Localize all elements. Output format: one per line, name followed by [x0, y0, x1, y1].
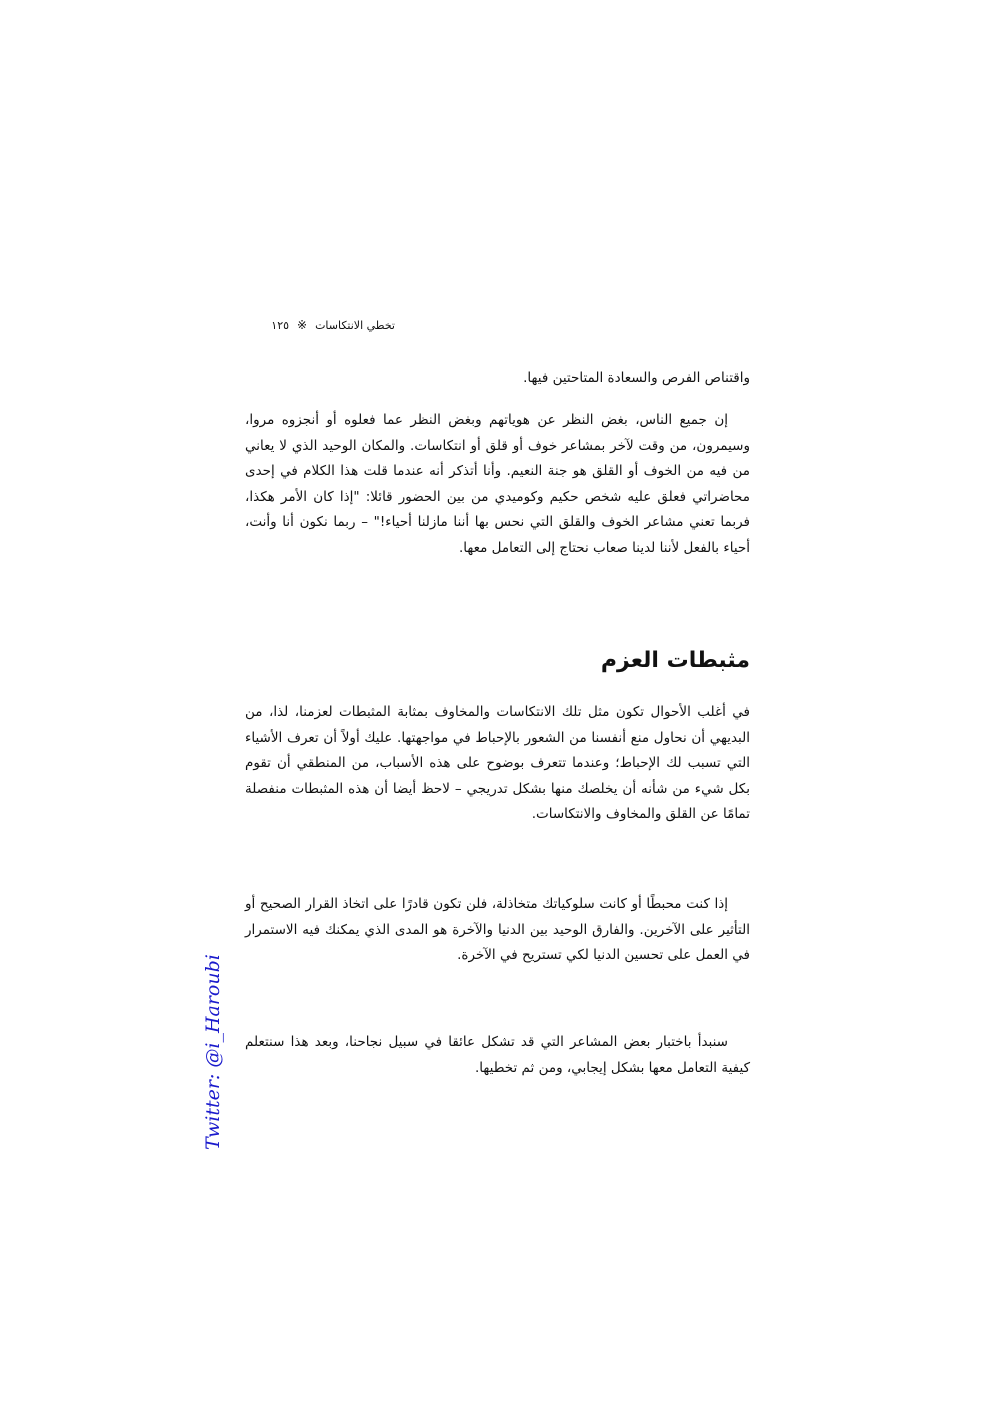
ornament-icon: ※: [297, 318, 308, 332]
previous-paragraph-ending: [245, 366, 750, 392]
paragraph-1-text: إن جميع الناس، بغض النظر عن هوياتهم وبغض النظر عما فعلوه أو أنجزوه مروا، وسيمرون، من وقت لآخر بمشاعر خوف أو قلق أو انتكاسات. والمكان الوحيد الذي لا يعاني من فيه من الخوف أو القلق هو جنة النعيم. وأنا أتذكر أنه عندما قلت هذا الكلام في إحدى محاضراتي فعلق عليه شخص حكيم وكوميدي من بين الحضور قائلا: "إذا كان الأمر هكذا، فربما تعني مشاعر الخوف والقلق التي نحس بها أننا مازلنا أحياء!" – ربما نكون أنا وأنت، أحياء بالفعل لأننا لدينا صعاب نحتاج إلى التعامل معها.: [245, 412, 750, 556]
page-number: ١٢٥: [271, 318, 290, 332]
paragraph-2-text: في أغلب الأحوال تكون مثل تلك الانتكاسات والمخاوف بمثابة المثبطات لعزمنا، لذا، من البديهي أن نحاول منع أنفسنا من الشعور بالإحباط في مواجهتها. عليك أولاً أن تعرف الأشياء التي تسبب لك الإحباط؛ وعندما تتعرف بوضوح على هذه الأسباب، من المنطقي أن تقوم بكل شيء من شأنه أن يخلصك منها بشكل تدريجي – لاحظ أيضا أن هذه المثبطات منفصلة تمامًا عن القلق والمخاوف والانتكاسات.: [245, 704, 750, 822]
paragraph-4: [245, 1030, 750, 1081]
paragraph-2: [245, 700, 750, 828]
twitter-watermark: Twitter: @i_Haroubi: [202, 954, 224, 1150]
chapter-title: تخطي الانتكاسات: [315, 318, 395, 332]
paragraph-3: [245, 892, 750, 969]
closing-line-text: واقتناص الفرص والسعادة المتاحتين فيها.: [523, 370, 750, 386]
section-heading: مثبطات العزم: [600, 648, 750, 673]
paragraph-4-text: سنبدأ باختبار بعض المشاعر التي قد تشكل عائقا في سبيل نجاحنا، وبعد هذا سنتعلم كيفية التعامل معها بشكل إيجابي، ومن ثم تخطيها.: [245, 1034, 750, 1076]
paragraph-3-text: إذا كنت محبطًا أو كانت سلوكياتك متخاذلة، فلن تكون قادرًا على اتخاذ القرار الصحيح أو التأثير على الآخرين. والفارق الوحيد بين الدنيا والآخرة هو المدى الذي يمكنك فيه الاستمرار في العمل على تحسين الدنيا لكي تستريح في الآخرة.: [245, 896, 750, 963]
paragraph-1: [245, 408, 750, 561]
running-header: [245, 318, 395, 332]
